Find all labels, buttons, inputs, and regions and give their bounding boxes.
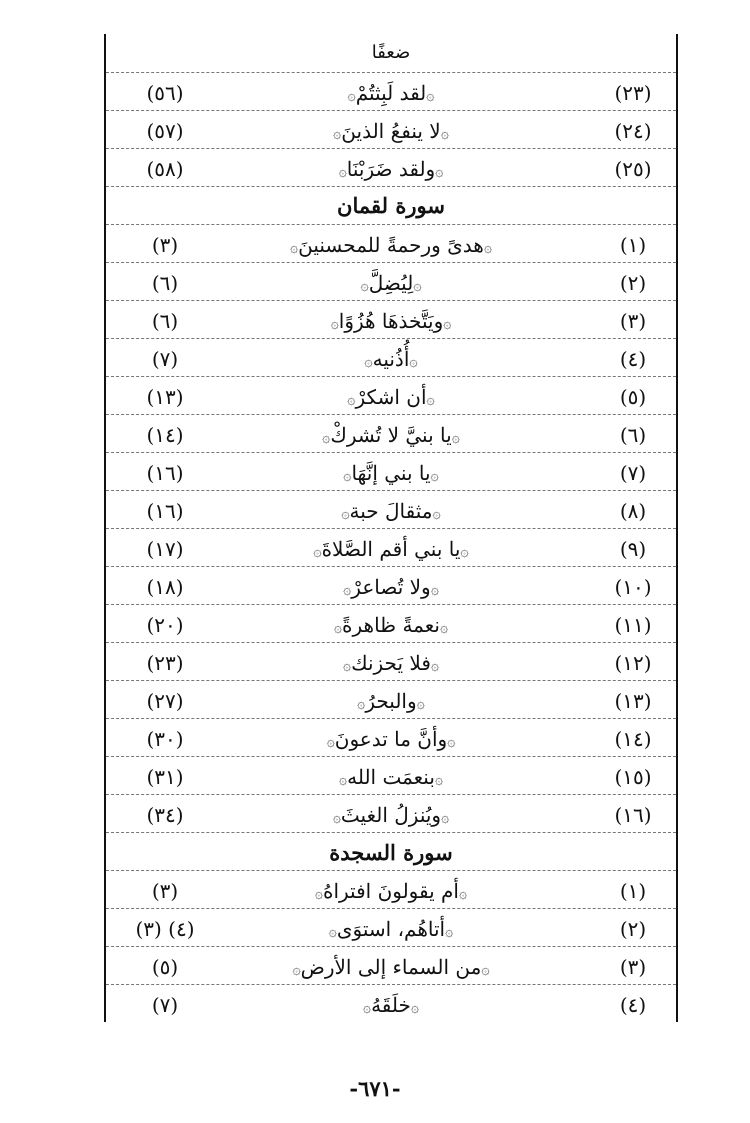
entry-phrase: يا بني أقم الصَّلاةَ: [321, 537, 461, 561]
top-label-row: [106, 34, 676, 73]
entry-page: (٥٨): [146, 157, 184, 181]
ornament-open-icon: ۞: [347, 88, 356, 104]
entry-page: (٦): [151, 271, 179, 295]
page-number: -٦٧١-: [349, 1076, 401, 1101]
ornament-close-icon: ۞: [445, 924, 454, 940]
entry-text: [246, 803, 536, 827]
entry-index: (٧): [619, 461, 647, 485]
entry-text: [246, 309, 536, 333]
entry-text: [246, 423, 536, 447]
entry-phrase: أن اشكرْ: [355, 385, 427, 409]
ornament-open-icon: ۞: [330, 316, 339, 332]
entry-text: [246, 271, 536, 295]
entry-page: (٣١): [146, 765, 184, 789]
table-row: [106, 224, 676, 263]
ornament-close-icon: ۞: [460, 544, 469, 560]
ornament-close-icon: ۞: [440, 126, 449, 142]
ornament-close-icon: ۞: [435, 164, 444, 180]
entry-index: (١٠): [614, 575, 652, 599]
entry-text: [246, 651, 536, 675]
table-row: [106, 756, 676, 795]
entry-index: (١): [619, 233, 647, 257]
entry-page: (١٦): [146, 499, 184, 523]
entry-text: [246, 879, 536, 903]
surah-heading: سورة السجدة: [329, 840, 453, 865]
surah-heading-row: [106, 186, 676, 225]
surah-heading: سورة لقمان: [337, 193, 445, 218]
entry-index: (٤): [619, 993, 647, 1017]
entry-index: (٥): [619, 385, 647, 409]
entry-phrase: لا ينفعُ الذينَ: [341, 119, 441, 143]
entry-text: [246, 461, 536, 485]
ornament-open-icon: ۞: [326, 734, 335, 750]
ornament-close-icon: ۞: [459, 886, 468, 902]
entry-text: [246, 689, 536, 713]
entry-page: (٥٦): [146, 81, 184, 105]
entry-text: [246, 119, 536, 143]
entry-phrase: بنعمَت الله: [347, 765, 435, 789]
entry-page: (٢٧): [146, 689, 184, 713]
table-row: [106, 338, 676, 377]
entry-phrase: يا بني إنَّهَا: [351, 461, 431, 485]
entry-page: (١٨): [146, 575, 184, 599]
entry-phrase: هدىً ورحمةً للمحسنينَ: [298, 233, 484, 257]
table-row: [106, 794, 676, 833]
table-row: [106, 414, 676, 453]
ornament-close-icon: ۞: [430, 468, 439, 484]
entry-index: (١): [619, 879, 647, 903]
entry-phrase: ولقد ضَرَبْنَا: [346, 157, 436, 181]
entry-phrase: لِيُضِلَّ: [368, 271, 414, 295]
ornament-open-icon: ۞: [328, 924, 337, 940]
ornament-close-icon: ۞: [434, 772, 444, 788]
table-row: [106, 110, 676, 149]
entry-page: (٢٠): [146, 613, 184, 637]
entry-index: (٢٤): [614, 119, 652, 143]
entry-phrase: أُذُنيه: [372, 347, 410, 371]
entry-page: (١٣): [146, 385, 184, 409]
entry-text: [246, 347, 536, 371]
entry-text: [246, 613, 536, 637]
surah-heading-row: [106, 832, 676, 871]
entry-text: [246, 499, 536, 523]
entry-phrase: والبحرُ: [365, 689, 417, 713]
entry-phrase: أم يقولونَ افتراهُ: [322, 879, 459, 903]
ornament-open-icon: ۞: [338, 772, 348, 788]
entry-page: (٣٠): [146, 727, 184, 751]
entry-text: [246, 81, 536, 105]
entry-page: (٣٤): [146, 803, 184, 827]
entry-text: [246, 765, 536, 789]
entry-page: (١٦): [146, 461, 184, 485]
entry-page: (٣): [151, 233, 179, 257]
ornament-open-icon: ۞: [289, 240, 299, 256]
ornament-open-icon: ۞: [347, 392, 356, 408]
ornament-open-icon: ۞: [332, 810, 341, 826]
ornament-close-icon: ۞: [409, 354, 418, 370]
ornament-open-icon: ۞: [357, 696, 366, 712]
entry-page: (٥): [151, 955, 179, 979]
table-row: [106, 680, 676, 719]
entry-phrase: يا بنيَّ لا تُشركْ: [330, 423, 452, 447]
entry-phrase: فلا يَحزنك: [351, 651, 431, 675]
entry-index: (٢): [619, 271, 647, 295]
ornament-open-icon: ۞: [364, 354, 373, 370]
entry-page: (٦): [151, 309, 179, 333]
ornament-close-icon: ۞: [430, 582, 439, 598]
entry-text: [246, 993, 536, 1017]
table-row: [106, 300, 676, 339]
entry-page: (٣) (٤): [135, 917, 195, 941]
ornament-open-icon: ۞: [292, 962, 301, 978]
entry-text: [246, 727, 536, 751]
table-row: [106, 148, 676, 187]
ornament-close-icon: ۞: [413, 278, 422, 294]
entry-index: (٤): [619, 347, 647, 371]
entry-page: (٥٧): [146, 119, 184, 143]
entry-index: (١٥): [614, 765, 652, 789]
ornament-open-icon: ۞: [338, 164, 347, 180]
ornament-open-icon: ۞: [314, 886, 323, 902]
ornament-open-icon: ۞: [341, 506, 350, 522]
entry-text: [246, 385, 536, 409]
table-row: [106, 642, 676, 681]
table-row: [106, 984, 676, 1022]
table-row: [106, 908, 676, 947]
table-row: [106, 718, 676, 757]
table-row: [106, 262, 676, 301]
entry-phrase: أتاهُم، استوَى: [336, 917, 446, 941]
table-row: [106, 72, 676, 111]
entry-text: [246, 575, 536, 599]
entry-phrase: لقد لَبِثتُمْ: [355, 81, 427, 105]
ornament-close-icon: ۞: [439, 620, 449, 636]
entry-index: (٢٣): [614, 81, 652, 105]
entry-index: (١٦): [614, 803, 652, 827]
entry-phrase: نعمةً ظاهرةً: [342, 613, 440, 637]
table-row: [106, 490, 676, 529]
ornament-close-icon: ۞: [447, 734, 456, 750]
entry-page: (١٧): [146, 537, 184, 561]
entry-text: [246, 917, 536, 941]
ornament-open-icon: ۞: [322, 430, 331, 446]
entry-page: (٣): [151, 879, 179, 903]
entry-phrase: ويُنزلُ الغيثَ: [340, 803, 442, 827]
ornament-open-icon: ۞: [342, 658, 352, 674]
table-row: [106, 452, 676, 491]
ornament-close-icon: ۞: [451, 430, 460, 446]
ornament-close-icon: ۞: [416, 696, 425, 712]
ornament-close-icon: ۞: [432, 506, 441, 522]
ornament-open-icon: ۞: [313, 544, 322, 560]
entry-index: (٢): [619, 917, 647, 941]
entry-index: (٣): [619, 309, 647, 333]
ornament-open-icon: ۞: [343, 582, 352, 598]
table-row: [106, 528, 676, 567]
entry-phrase: ويَتَّخذهَا هُزُوًا: [338, 309, 444, 333]
ornament-close-icon: ۞: [426, 88, 435, 104]
table-row: [106, 376, 676, 415]
ornament-open-icon: ۞: [343, 468, 352, 484]
ornament-open-icon: ۞: [360, 278, 369, 294]
ornament-open-icon: ۞: [333, 620, 343, 636]
table-row: [106, 870, 676, 909]
ornament-close-icon: ۞: [483, 240, 493, 256]
ornament-close-icon: ۞: [410, 1000, 420, 1016]
entry-text: [246, 233, 536, 257]
ornament-open-icon: ۞: [362, 1000, 372, 1016]
entry-text: [246, 157, 536, 181]
entry-page: (١٤): [146, 423, 184, 447]
ornament-close-icon: ۞: [430, 658, 440, 674]
ornament-close-icon: ۞: [441, 810, 450, 826]
entry-index: (٨): [619, 499, 647, 523]
entry-page: (٧): [151, 993, 179, 1017]
entry-index: (١٢): [614, 651, 652, 675]
ornament-close-icon: ۞: [481, 962, 490, 978]
entry-index: (٣): [619, 955, 647, 979]
table-row: [106, 566, 676, 605]
ornament-close-icon: ۞: [443, 316, 452, 332]
entry-index: (١١): [614, 613, 652, 637]
entry-phrase: مثقالَ حبة: [349, 499, 433, 523]
table-row: [106, 604, 676, 643]
entry-index: (١٣): [614, 689, 652, 713]
entry-phrase: خلَقَهُ: [371, 993, 411, 1017]
top-label: ضعفًا: [371, 42, 411, 63]
entry-page: (٢٣): [146, 651, 184, 675]
entry-phrase: وأنَّ ما تدعونَ: [334, 727, 448, 751]
entry-index: (١٤): [614, 727, 652, 751]
ornament-open-icon: ۞: [333, 126, 342, 142]
ornament-close-icon: ۞: [426, 392, 435, 408]
entry-text: [246, 537, 536, 561]
entry-text: [246, 955, 536, 979]
entry-index: (٢٥): [614, 157, 652, 181]
entry-index: (٩): [619, 537, 647, 561]
index-table: [104, 34, 678, 1022]
entry-page: (٧): [151, 347, 179, 371]
entry-index: (٦): [619, 423, 647, 447]
entry-phrase: من السماء إلى الأرض: [300, 955, 482, 979]
table-row: [106, 946, 676, 985]
entry-phrase: ولا تُصاعرْ: [351, 575, 431, 599]
